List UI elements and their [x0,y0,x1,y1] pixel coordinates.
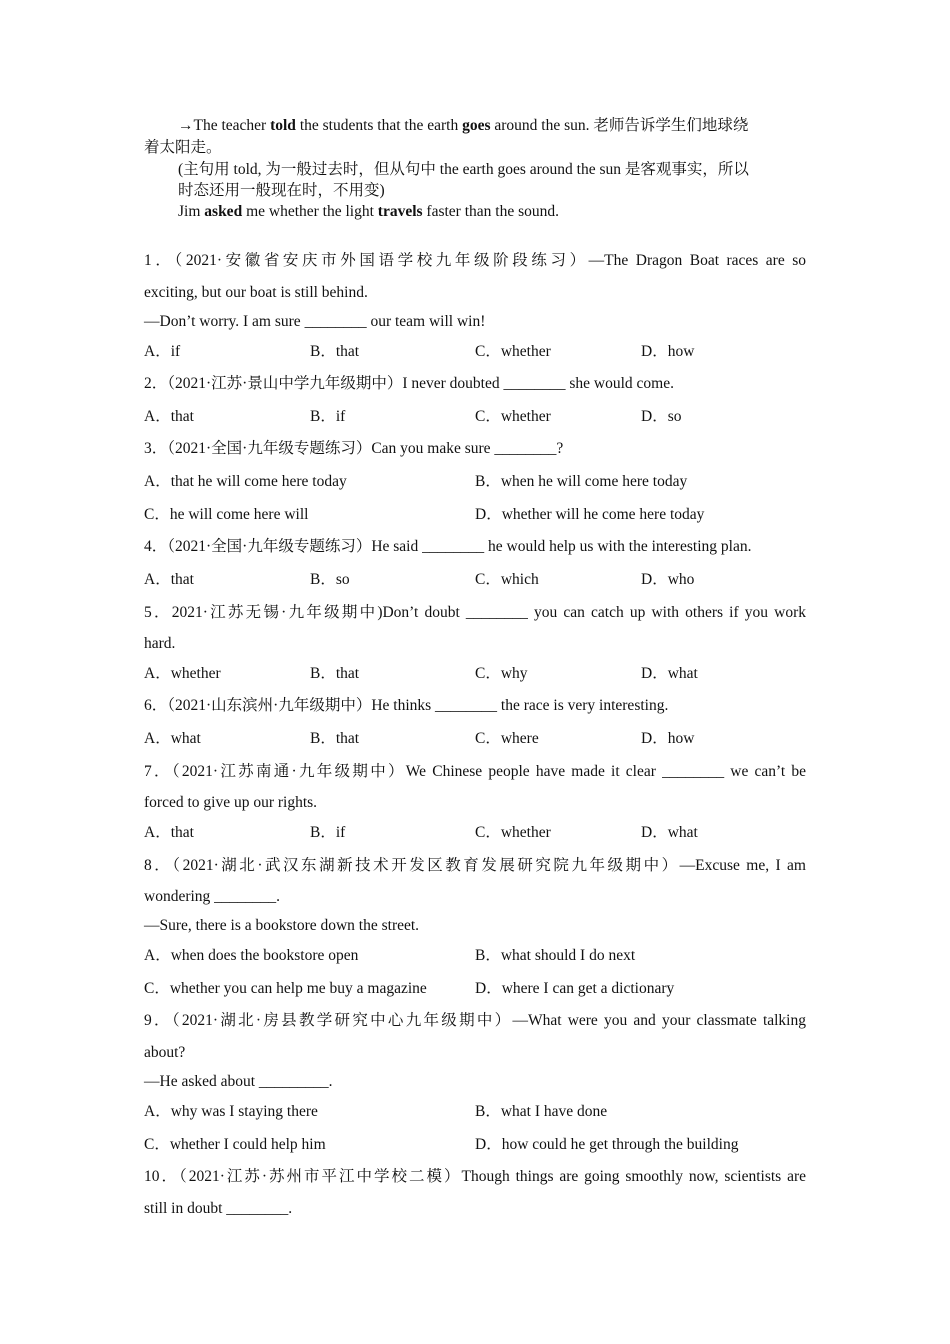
question-3-stem: 3．（2021·全国·九年级专题练习）Can you make sure ________? [144,440,564,457]
question-9-response: —He asked about _________. [144,1073,333,1090]
question-3-option-a[interactable]: A．that he will come here today [144,473,347,490]
question-7-option-b[interactable]: B．if [310,824,346,841]
intro-line-5: Jim asked me whether the light travels faster than the sound. [178,203,559,220]
question-5-stem-cont: hard. [144,635,176,652]
question-5-option-d[interactable]: D．what [641,665,698,682]
question-10-stem: 10．（2021·江苏·苏州市平江中学校二模）Though things are going smoothly now, scientists are [144,1168,806,1185]
question-8-stem: 8．（2021·湖北·武汉东湖新技术开发区教育发展研究院九年级期中）—Excuse me, I am [144,857,806,874]
question-8-option-d[interactable]: D．where I can get a dictionary [475,980,675,997]
question-6-option-b[interactable]: B．that [310,730,360,747]
question-3-option-c[interactable]: C．he will come here will [144,506,309,523]
question-8-option-c[interactable]: C．whether you can help me buy a magazine [144,980,427,997]
question-2-option-d[interactable]: D．so [641,408,682,425]
question-8-option-b[interactable]: B．what should I do next [475,947,636,964]
question-7-option-a[interactable]: A．that [144,824,194,841]
question-1-option-c[interactable]: C．whether [475,343,551,360]
intro-line-1: →The teacher told the students that the earth goes around the sun. 老师告诉学生们地球绕 [178,117,749,134]
question-1-option-d[interactable]: D．how [641,343,695,360]
question-4-option-d[interactable]: D．who [641,571,695,588]
question-1-response: —Don’t worry. I am sure ________ our team will win! [144,313,486,330]
question-5-option-a[interactable]: A．whether [144,665,221,682]
question-9-stem: 9．（2021·湖北·房县教学研究中心九年级期中）—What were you and your classmate talking [144,1012,806,1029]
question-7-stem-cont: forced to give up our rights. [144,794,318,811]
question-8-option-a[interactable]: A．when does the bookstore open [144,947,359,964]
question-2-option-c[interactable]: C．whether [475,408,551,425]
question-7-option-d[interactable]: D．what [641,824,698,841]
question-4-stem: 4．（2021·全国·九年级专题练习）He said ________ he would help us with the interesting plan. [144,538,752,555]
question-6-option-d[interactable]: D．how [641,730,695,747]
question-1-stem: 1．（2021·安徽省安庆市外国语学校九年级阶段练习）—The Dragon Boat races are so [144,252,806,269]
question-6-option-a[interactable]: A．what [144,730,201,747]
question-5-option-c[interactable]: C．why [475,665,528,682]
question-9-option-d[interactable]: D．how could he get through the building [475,1136,739,1153]
question-6-option-c[interactable]: C．where [475,730,539,747]
question-2-option-b[interactable]: B．if [310,408,346,425]
question-1-stem-cont: exciting, but our boat is still behind. [144,284,368,301]
question-9-option-b[interactable]: B．what I have done [475,1103,608,1120]
question-7-option-c[interactable]: C．whether [475,824,551,841]
question-9-option-c[interactable]: C．whether I could help him [144,1136,326,1153]
question-7-stem: 7．（2021·江苏南通·九年级期中）We Chinese people have made it clear ________ we can’t be [144,763,806,780]
question-2-option-a[interactable]: A．that [144,408,194,425]
question-4-option-c[interactable]: C．which [475,571,539,588]
question-5-option-b[interactable]: B．that [310,665,360,682]
question-5-stem: 5．2021·江苏无锡·九年级期中)Don’t doubt ________ you can catch up with others if you work [144,604,806,621]
question-9-stem-cont: about? [144,1044,186,1061]
question-1-option-a[interactable]: A．if [144,343,181,360]
question-1-option-b[interactable]: B．that [310,343,360,360]
question-9-option-a[interactable]: A．why was I staying there [144,1103,318,1120]
question-4-option-b[interactable]: B．so [310,571,350,588]
question-4-option-a[interactable]: A．that [144,571,194,588]
question-3-option-b[interactable]: B．when he will come here today [475,473,688,490]
intro-line-4: 时态还用一般现在时，不用变) [178,182,385,199]
question-2-stem: 2．（2021·江苏·景山中学九年级期中）I never doubted ________ she would come. [144,375,674,392]
intro-line-3: (主句用 told, 为一般过去时，但从句中 the earth goes around the sun 是客观事实，所以 [178,161,749,178]
question-3-option-d[interactable]: D．whether will he come here today [475,506,705,523]
question-10-stem-cont: still in doubt ________. [144,1200,293,1217]
intro-line-2: 着太阳走。 [144,139,222,156]
question-8-response: —Sure, there is a bookstore down the street. [144,917,420,934]
question-8-stem-cont: wondering ________. [144,888,281,905]
question-6-stem: 6．（2021·山东滨州·九年级期中）He thinks ________ the race is very interesting. [144,697,669,714]
